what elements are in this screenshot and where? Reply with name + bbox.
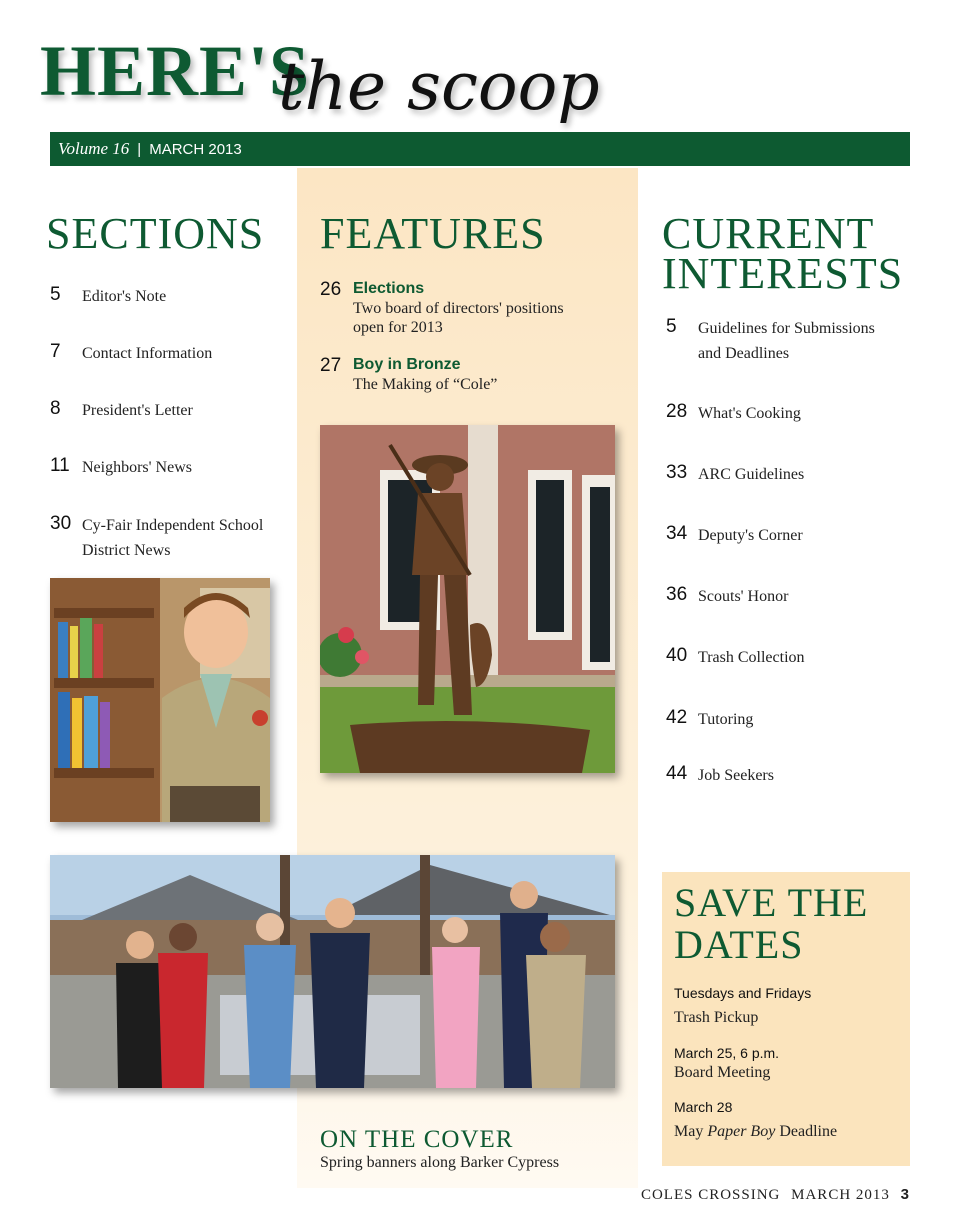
interests-heading <box>662 209 904 298</box>
interests-item[interactable] <box>666 462 804 487</box>
event-what: Trash Pickup <box>674 1009 759 1026</box>
save-dates-heading <box>674 882 868 966</box>
sections-heading: SECTIONS <box>46 209 265 258</box>
event-when: March 25, 6 p.m. <box>674 1045 780 1061</box>
item-title: Deputy's Corner <box>698 527 803 544</box>
page-number: 11 <box>50 455 70 476</box>
save-dates-heading-line: DATES <box>674 922 804 967</box>
sections-item[interactable] <box>50 341 212 366</box>
page-footer <box>641 1186 910 1204</box>
page-number: 40 <box>666 645 688 666</box>
features-heading: FEATURES <box>320 209 546 258</box>
feature-description: The Making of “Cole” <box>353 376 498 393</box>
interests-heading-line: CURRENT <box>662 209 875 258</box>
page-number: 8 <box>50 398 61 419</box>
item-title <box>82 513 263 563</box>
cover-heading: ON THE COVER <box>320 1126 514 1153</box>
sections-item[interactable] <box>50 398 193 423</box>
volume-separator: | <box>137 140 142 158</box>
feature-description: open for 2013 <box>353 319 443 336</box>
event-what-part: May <box>674 1123 708 1140</box>
save-the-dates-box <box>662 872 910 1166</box>
item-title: Editor's Note <box>82 288 167 305</box>
feature-item[interactable] <box>320 279 564 337</box>
cover-caption: Spring banners along Barker Cypress <box>320 1154 560 1171</box>
item-title: Contact Information <box>82 345 213 362</box>
page-number: 36 <box>666 584 688 605</box>
bronze-statue-photo <box>320 425 615 773</box>
page-number: 33 <box>666 462 688 483</box>
masthead-heres: HERE'S <box>40 31 311 111</box>
item-title: ARC Guidelines <box>698 466 805 483</box>
item-title-line: and Deadlines <box>698 345 790 362</box>
feature-title: Boy in Bronze <box>353 356 461 373</box>
page-number: 42 <box>666 707 688 728</box>
scout-photo <box>50 578 270 822</box>
item-title-line: Guidelines for Submissions <box>698 320 875 337</box>
page-number: 27 <box>320 355 342 376</box>
page-number: 34 <box>666 523 688 544</box>
sections-item[interactable] <box>50 513 263 563</box>
sections-item[interactable] <box>50 284 166 309</box>
save-dates-heading-line: SAVE THE <box>674 880 869 925</box>
volume-label: Volume 16 <box>58 139 130 158</box>
event-what: Board Meeting <box>674 1064 771 1081</box>
masthead-the-scoop: the scoop <box>278 48 600 125</box>
event-what <box>674 1123 837 1141</box>
page-number: 5 <box>666 316 677 337</box>
issue-month: MARCH 2013 <box>149 140 242 158</box>
page-number: 28 <box>666 401 688 422</box>
item-title: Scouts' Honor <box>698 588 789 605</box>
page-number: 44 <box>666 763 688 784</box>
page-number: 26 <box>320 279 342 300</box>
event-what-part: Deadline <box>775 1123 838 1140</box>
page-number: 5 <box>50 284 61 305</box>
feature-item[interactable] <box>320 355 497 394</box>
interests-item[interactable] <box>666 645 805 670</box>
feature-text <box>353 355 497 394</box>
interests-item[interactable] <box>666 584 788 609</box>
interests-item[interactable] <box>666 316 875 366</box>
feature-title: Elections <box>353 280 425 297</box>
page-number: 30 <box>50 513 72 534</box>
event-when: Tuesdays and Fridays <box>674 985 812 1001</box>
footer-month: MARCH 2013 <box>791 1187 890 1203</box>
feature-description: Two board of directors' positions <box>353 300 564 317</box>
item-title-line: Cy-Fair Independent School <box>82 517 264 534</box>
interests-item[interactable] <box>666 707 753 732</box>
event-when: March 28 <box>674 1099 733 1115</box>
item-title: Neighbors' News <box>82 459 192 476</box>
footer-publication: COLES CROSSING <box>640 1187 781 1203</box>
interests-heading-line: INTERESTS <box>662 249 904 298</box>
item-title: Job Seekers <box>698 767 774 784</box>
volume-bar <box>50 132 910 166</box>
item-title: What's Cooking <box>698 405 801 422</box>
item-title: President's Letter <box>82 402 193 419</box>
item-title: Tutoring <box>698 711 754 728</box>
item-title-line: District News <box>82 542 171 559</box>
feature-text <box>353 279 564 337</box>
event-what-italic: Paper Boy <box>707 1123 776 1140</box>
item-title <box>698 316 875 366</box>
item-title: Trash Collection <box>698 649 805 666</box>
interests-item[interactable] <box>666 401 801 426</box>
interests-item[interactable] <box>666 523 803 548</box>
sections-item[interactable] <box>50 455 192 480</box>
page-number: 7 <box>50 341 61 362</box>
group-photo <box>50 855 615 1088</box>
interests-item[interactable] <box>666 763 774 788</box>
footer-page-number: 3 <box>900 1186 910 1203</box>
